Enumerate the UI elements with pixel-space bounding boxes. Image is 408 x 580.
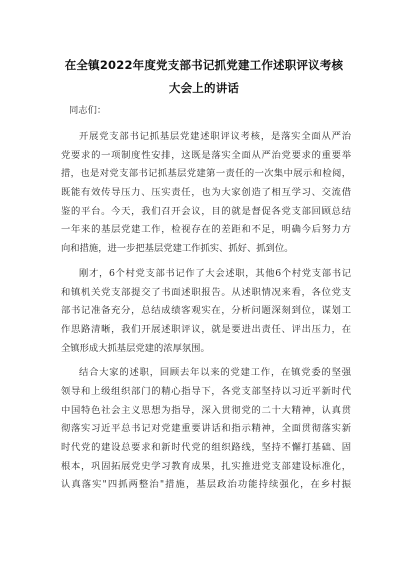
paragraph-line: 时代党的建设总要求和新时代党的组织路线，坚持不懈打基础、固 (61, 442, 351, 453)
paragraph-line: 结合大家的述职，回顾去年以来的党建工作，在镇党委的坚强 (79, 367, 351, 379)
paragraph-line: 向和措施，进一步把基层党建工作抓实、抓好、抓到位。 (61, 243, 294, 255)
paragraph-line: 全镇形成大抓基层党建的浓厚氛围。 (61, 342, 210, 354)
paragraph-line: 刚才，6个村党支部书记作了大会述职，其他6个村党支部书记 (79, 267, 351, 279)
paragraph-line: 作思路清晰，我们开展述职评议，就是要进出责任、评出压力，在 (61, 323, 351, 335)
paragraph-2 (61, 265, 351, 358)
document-title-line-1: 在全镇2022年度党支部书记抓党建工作述职评议考核 (64, 58, 344, 72)
paragraph-line: 中国特色社会主义思想为指导，深入贯彻党的二十大精神，认真贯 (61, 404, 351, 416)
document-title-line-2: 大会上的讲话 (168, 81, 240, 95)
salutation: 同志们： (69, 105, 107, 116)
paragraph-line: 措，也是对党支部书记抓基层党建第一责任的一次集中展示和检阅， (61, 168, 351, 180)
paragraph-line: 彻落实习近平总书记对党建重要讲话和指示精神，全面贯彻落实新 (61, 423, 351, 435)
paragraph-line: 根本，巩固拓展党史学习教育成果，扎实推进党支部建设标准化， (61, 460, 351, 472)
paragraph-line: 开展党支部书记抓基层党建述职评议考核，是落实全面从严治 (79, 131, 351, 142)
paragraph-line: 党要求的一项制度性安排，这既是落实全面从严治党要求的重要举 (61, 149, 351, 161)
paragraph-line: 一年来的基层党建工作，检视存在的差距和不足，明确今后努力方 (61, 224, 351, 236)
paragraph-3 (61, 364, 351, 495)
paragraph-1 (61, 128, 351, 259)
document-body (61, 128, 351, 501)
paragraph-line: 鉴的平台。今天，我们召开会议，目的就是督促各党支部回顾总结 (61, 205, 351, 217)
paragraph-line: 和镇机关党支部提交了书面述职报告。从述职情况来看，各位党支 (61, 286, 351, 298)
paragraph-line: 部书记准备充分，总结成绩客观实在，分析问题深刻到位，谋划工 (61, 305, 351, 317)
paragraph-line: 既能有效传导压力、压实责任，也为大家创造了相互学习、交流借 (61, 187, 351, 199)
paragraph-line: 认真落实"四抓两整治"措施，基层政治功能持续强化，在乡村振 (61, 479, 351, 491)
paragraph-line: 领导和上级组织部门的精心指导下，各党支部坚持以习近平新时代 (61, 385, 351, 397)
